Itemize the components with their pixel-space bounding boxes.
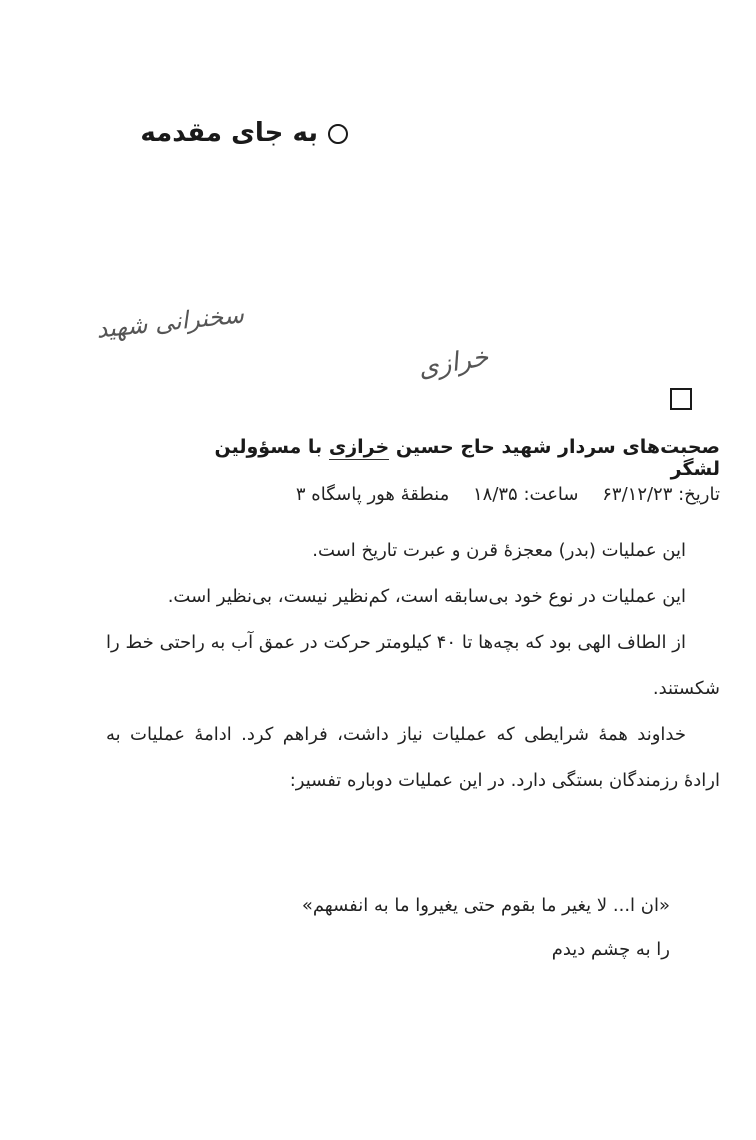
- quran-quote: [240, 884, 670, 972]
- dateline-time: ساعت: ۱۸/۳۵: [472, 484, 579, 505]
- dateline-place: منطقهٔ هور پاسگاه ۳: [295, 484, 450, 505]
- title-underlined-name: خرازی: [328, 436, 390, 458]
- square-bullet-icon: [670, 388, 692, 410]
- speech-body: [106, 528, 720, 804]
- quote-line: را به چشم دیدم: [551, 939, 670, 960]
- paragraph: از الطاف الهی بود که بچه‌ها تا ۴۰ کیلومتر حرکت در عمق آب به راحتی خط را شکستند.: [106, 632, 720, 699]
- title-part-1: صحبت‌های سردار شهید حاج حسین: [389, 436, 720, 458]
- dateline: [108, 484, 720, 505]
- title-part-2: با مسؤولین لشگر: [214, 436, 720, 480]
- paragraph: این عملیات در نوع خود بی‌سابقه است، کم‌نظیر نیست، بی‌نظیر است.: [167, 586, 686, 607]
- speech-title: [160, 436, 720, 480]
- heading-text: به جای مقدمه: [140, 118, 318, 148]
- paragraph: این عملیات (بدر) معجزهٔ قرن و عبرت تاریخ است.: [312, 540, 686, 561]
- handwritten-note-speech: سخنرانی شهید: [94, 300, 246, 344]
- paragraph: خداوند همهٔ شرایطی که عملیات نیاز داشت، فراهم کرد. ادامهٔ عملیات به ارادهٔ رزمندگان بستگی دارد. در این عملیات دوباره تفسیر:: [106, 724, 720, 791]
- dateline-date: تاریخ: ۶۳/۱۲/۲۳: [602, 484, 720, 505]
- circle-bullet-icon: [328, 124, 348, 144]
- handwritten-note-name: خرازی: [415, 342, 491, 384]
- quote-line: «ان ا... لا یغیر ما بقوم حتی یغیروا ما به انفسهم»: [301, 895, 670, 916]
- section-heading: [108, 118, 348, 148]
